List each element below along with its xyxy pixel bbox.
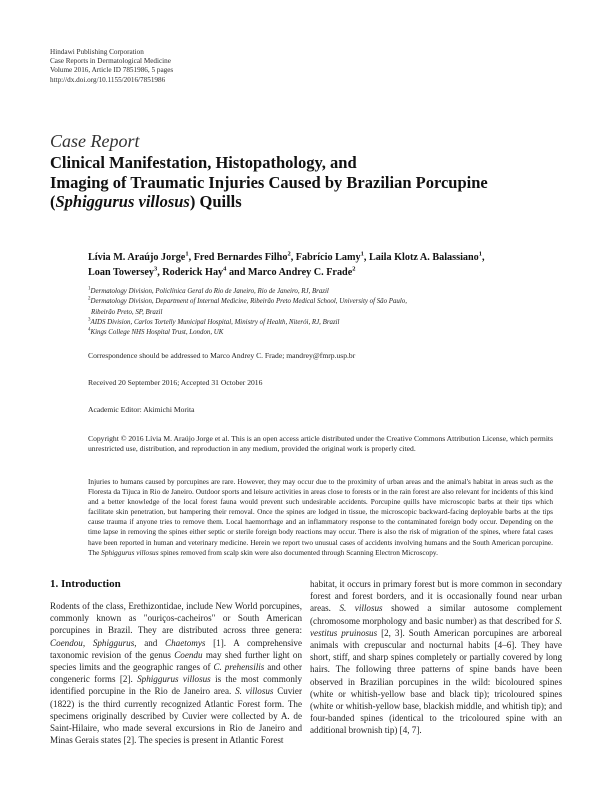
section-heading-introduction: 1. Introduction <box>50 578 121 590</box>
author: Fred Bernardes Filho$^2$, <box>193 250 296 263</box>
abstract: Injuries to humans caused by porcupines are rare. However, they may occur due to the proximity of urban areas and the animal's habitat in areas such as the Floresta da Tijuca in Rio de Janeiro. Outdoor sports and leisure activities in areas close to forests or in the rain forest are also relevant for incidents of this kind and a better knowledge of the local forest fauna would prevent such undesirable accidents. Porcupine quills have microscopic barbs at their tips which facilitate skin penetration, but hampering their removal. Once the spines are lodged in tissue, the microscopic backward-facing deployable barbs at the tips cause trauma if anyone tries to remove them. Local haemorrhage and an inflammatory response to the contaminated foreign body occur. Depending on the time lapse in removing the spines either septic or sterile foreign body reactions may occur. There is also the risk of migration of the spines, where fatal cases have been reported in human and veterinary medicine. Herein we report two unusual cases of accidents involving humans and the South American porcupine. The Sphiggurus villosus spines removed from scalp skin were also documented through Scanning Electron Microscopy. <box>88 477 553 557</box>
affiliation: $^2$Dermatology Division, Department of Internal Medicine, Ribeirão Preto Medical School, University of São Paulo, Ribeirão Preto, SP, Brazil <box>88 297 407 316</box>
text-run: may shed further light on species limits and the geographic ranges of <box>50 649 303 673</box>
title-line-1: Clinical Manifestation, Histopathology, and <box>50 153 357 172</box>
text-run: habitat, it occurs in primary forest but is more common in secondary forest and forest borders, and it is occasionally found near urban areas. <box>310 579 562 614</box>
intro-paragraph <box>310 578 562 737</box>
intro-column-right <box>310 578 562 737</box>
text-run: showed a similar autosome complement (chromosome morphology and basic number) as that described for <box>310 603 562 626</box>
italic-term: S. vestitus pruinosus <box>310 615 562 638</box>
author: Laila Klotz A. Balassiano$^1$, <box>368 250 485 263</box>
italic-term: Coendou <box>50 637 83 648</box>
author: Loan Towersey$^3$, <box>88 265 163 278</box>
italic-term: Sphiggurus <box>92 637 135 648</box>
text-run: Rodents of the class, Erethizontidae, include New World porcupines, commonly known as "ouriços-cacheiros" or South American porcupines in Brazil. They are distributed across three genera: <box>50 601 302 636</box>
text-run: [2, 3]. South American porcupines are arboreal animals with crepuscular and nocturnal habits [4–6]. They have short, stiff, and sharp spines completely or partially covered by long hairs. The following three patterns of spine bands have been observed in Brazilian porcupines in the wild: bicoloured spines (white or whitish-yellow base and black tip); tricoloured spines (white or whitish-yellow base, blackish middle, and whitish tip); and four-banded spines (identical to the tricoloured spine with an additional brownish tip) [4, 7]. <box>310 627 562 736</box>
received-dates: Received 20 September 2016; Accepted 31 October 2016 <box>88 378 263 387</box>
italic-term: C. prehensilis <box>213 662 265 673</box>
italic-term: Chaetomys <box>165 637 206 648</box>
author: Roderick Hay$^4$ and <box>162 265 248 278</box>
paper-title <box>50 153 570 212</box>
title-line-2: Imaging of Traumatic Injuries Caused by Brazilian Porcupine <box>50 172 488 192</box>
copyright-notice: Copyright © 2016 Lívia M. Araújo Jorge et al. This is an open access article distributed under the Creative Commons Attribution License, which permits unrestricted use, distribution, and reproduction in any medium, provided the original work is properly cited. <box>88 434 553 453</box>
academic-editor: Academic Editor: Akimichi Morita <box>88 405 195 414</box>
journal-header <box>50 48 173 85</box>
affiliation: $^4$Kings College NHS Hospital Trust, London, UK <box>88 327 224 337</box>
intro-paragraph <box>50 600 302 746</box>
text-run: and other congeneric forms [2]. <box>50 662 302 685</box>
author: Marco Andrey C. Frade$^2$ <box>247 265 356 278</box>
correspondence: Correspondence should be addressed to Marco Andrey C. Frade; mandrey@fmrp.usp.br <box>88 351 356 360</box>
author-list <box>88 250 558 280</box>
italic-term: Sphiggurus villosus <box>137 674 211 685</box>
author: Fabrício Lamy$^1$, <box>295 250 369 263</box>
doi-link[interactable]: http://dx.doi.org/10.1155/2016/7851986 <box>50 75 166 84</box>
title-species: Sphiggurus villosus <box>55 192 190 211</box>
publisher-name: Hindawi Publishing Corporation <box>50 48 144 56</box>
text-run: [1]. A comprehensive taxonomic revision of the genus <box>50 637 303 660</box>
text-run: Cuvier (1822) is the third currently recognized Atlantic Forest form. The specimens originally described by Cuvier were collected by A. de Saint-Hilaire, who made several excursions in Rio de Janeiro and Minas Gerais states [2]. The species is present in Atlantic Forest <box>50 686 302 746</box>
title-line-3: (Sphiggurus villosus) Quills <box>50 192 242 211</box>
italic-term: S. villosus <box>235 686 274 697</box>
text-run: , and <box>134 637 166 648</box>
author: Lívia M. Araújo Jorge$^1$, <box>88 250 194 263</box>
affiliation: $^3$AIDS Division, Carlos Tortelly Municipal Hospital, Ministry of Health, Niterói, RJ, Brazil <box>88 317 340 326</box>
text-run: is the most commonly identified porcupine in the Rio de Janeiro area. <box>50 674 303 697</box>
journal-name: Case Reports in Dermatological Medicine <box>50 57 171 66</box>
intro-column-left <box>50 579 302 746</box>
affiliation: $^1$Dermatology Division, Policlínica Geral do Rio de Janeiro, Rio de Janeiro, RJ, Brazil <box>88 286 329 295</box>
volume-info: Volume 2016, Article ID 7851986, 5 pages <box>50 66 174 75</box>
italic-term: Coendu <box>174 649 203 660</box>
affiliation-list <box>88 287 558 338</box>
article-type: Case Report <box>50 131 140 151</box>
text-run: , <box>82 637 93 648</box>
italic-term: S. villosus <box>339 603 383 614</box>
